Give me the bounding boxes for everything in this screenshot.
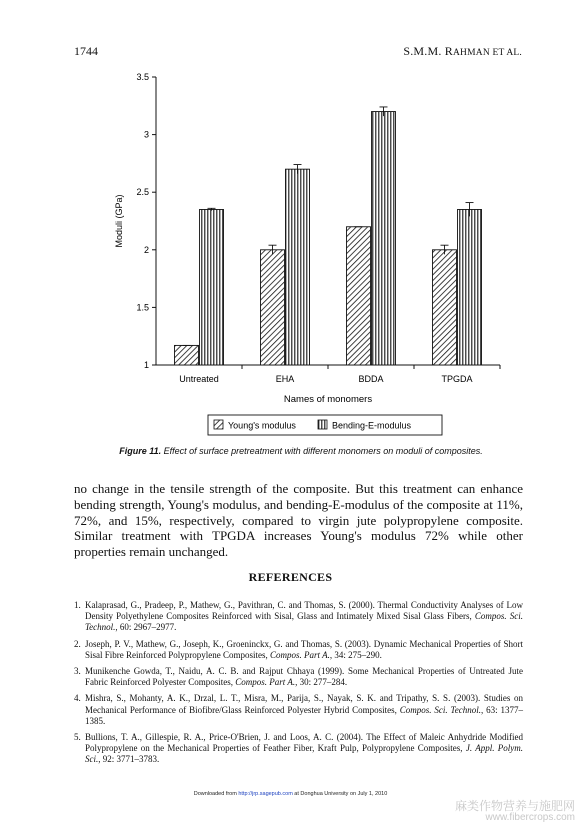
page-number: 1744 [74,44,98,58]
bar [261,250,285,365]
y-tick-label: 2 [143,244,149,255]
y-tick-label: 2.5 [136,187,149,198]
bar [458,209,482,365]
footer-suffix: at Donghua University on July 1, 2010 [292,791,388,797]
reference-journal: J. Appl. Polym. Sci. [85,743,523,765]
x-axis-label: Names of monomers [283,394,373,405]
download-footer [0,791,581,797]
reference-volume-pages: , 92: 3771–3783. [98,754,160,765]
footer-link[interactable]: http://jrp.sagepub.com [238,791,293,797]
running-head-initials: S.M.M. [403,44,442,58]
y-tick-label: 3 [143,129,149,140]
reference-item [74,639,523,661]
reference-volume-pages: , 60: 2967–2977. [115,622,177,633]
caption-text: Effect of surface pretreatment with different monomers on moduli of composites. [163,446,483,456]
watermark-url: www.fibercrops.com [485,812,575,823]
reference-volume-pages: , 30: 277–284. [295,677,348,688]
reference-number: 3. [74,666,81,677]
reference-volume-pages: , 63: 1377–1385. [85,704,523,726]
reference-text: Kalaprasad, G., Pradeep, P., Mathew, G., Pavithran, C. and Thomas, S. (2000). Thermal Conductivity Analyses of Low Density Polyethylene Composites Reinforced with Sisal, Glass and Intimately Mixed Sisal Glass Fibers, [85,600,523,622]
y-tick-label: 3.5 [136,72,149,82]
y-axis-label: Moduli (GPa) [114,194,124,248]
legend [208,415,442,435]
reference-volume-pages: , 34: 275–290. [329,649,382,660]
figure-caption [91,446,511,456]
reference-item [74,693,523,727]
reference-item [74,666,523,688]
bar [175,345,199,365]
reference-number: 1. [74,600,81,610]
bar [372,112,396,365]
legend-label: Young's modulus [228,420,296,431]
y-tick-label: 1 [143,360,149,370]
bar [347,227,371,365]
error-bars [183,107,474,345]
references-list [74,600,523,771]
footer-prefix: Downloaded from [193,791,239,797]
reference-text: Bullions, T. A., Gillespie, R. A., Price-O'Brien, J. and Loos, A. C. (2004). The Effect of Maleic Anhydride Modified Polypropylene on the Mechanical Properties of Feather Fiber, Kraft Pulp, Polypropylene Composites, [85,732,523,754]
reference-text: Munikenche Gowda, T., Naidu, A. C. B. and Rajput Chhaya (1999). Some Mechanical Properties of Untreated Jute Fabric Reinforced Polyester Composites, [85,666,523,688]
reference-number: 5. [74,732,81,743]
x-tick-label: TPGDA [441,374,473,384]
y-axis-ticks [136,72,156,370]
watermark [455,800,575,824]
legend-swatch [318,420,327,429]
bars [175,112,482,365]
x-tick-label: EHA [275,374,295,384]
reference-journal: Compos. Sci. Technol. [85,611,524,633]
reference-number: 2. [74,638,81,649]
body-paragraph: no change in the tensile strength of the composite. But this treatment can enhance bending strength, Young's modulus, and bending-E-modulus of the composite at 11%, 72%, and 15%, respectively, compared to virgin jute polypropylene composite. Similar treatment with TPGDA increases Young's modulus 72% while other properties remain unchanged. [74,481,523,560]
reference-text: Joseph, P. V., Mathew, G., Joseph, K., Groeninckx, G. and Thomas, S. (2003). Dynamic Mechanical Properties of Short Sisal Fibre Reinforced Polypropylene Composites, [85,638,523,660]
watermark-chinese: 麻类作物营养与施肥网 [454,799,575,813]
legend-swatch [214,420,223,429]
reference-text: Mishra, S., Mohanty, A. K., Drzal, L. T., Misra, M., Parija, S., Nayak, S. K. and Tripathy, S. S. (2003). Studies on Mechanical Performance of Biofibre/Glass Reinforced Polyester Hybrid Composites, [85,693,523,715]
reference-journal: Compos. Part A. [269,649,330,660]
reference-journal: Compos. Sci. Technol. [399,704,481,715]
running-head-lead: R [444,44,453,58]
x-tick-label: Untreated [179,374,219,384]
reference-journal: Compos. Part A. [235,677,296,688]
bar [433,250,457,365]
y-tick-label: 1.5 [136,302,149,313]
reference-item [74,732,523,766]
reference-number: 4. [74,693,81,704]
legend-label: Bending-E-modulus [332,420,412,431]
x-axis-ticks [179,365,500,384]
bar [200,209,224,365]
references-heading: REFERENCES [248,570,333,584]
bar [286,169,310,365]
x-tick-label: BDDA [358,374,384,384]
caption-label: Figure 11. [119,446,162,456]
running-head-smallcaps: AHMAN ET AL. [453,48,522,58]
reference-item [74,600,523,634]
